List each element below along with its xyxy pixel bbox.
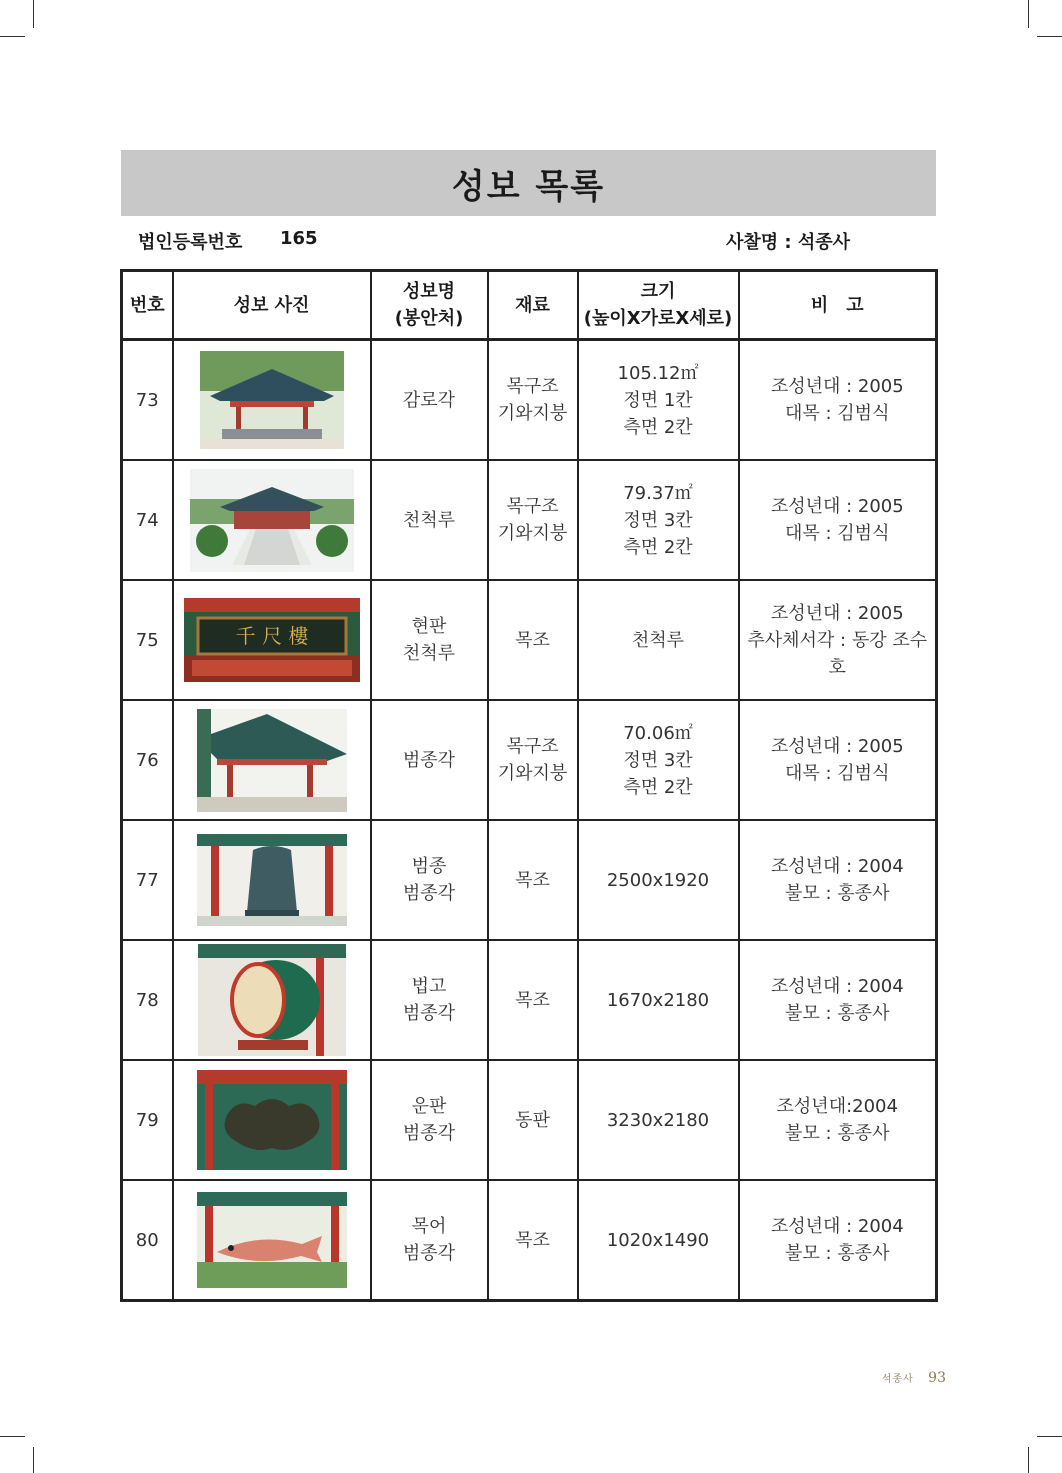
cell-number: 79	[122, 1060, 173, 1180]
cell-line: 목조	[515, 629, 550, 651]
cell-number: 73	[122, 340, 173, 461]
cell-line: 조성년대 : 2005	[770, 376, 904, 397]
cell-size	[578, 340, 739, 461]
cell-line: 목조	[515, 1229, 550, 1251]
cell-line: 정면 3칸	[623, 509, 693, 531]
cell-note	[739, 1180, 937, 1301]
temple-bell-photo	[197, 834, 347, 926]
cell-line: 대목 : 김범식	[785, 403, 890, 424]
cell-line: 천척루	[631, 629, 685, 651]
cell-material	[488, 820, 578, 940]
cell-line: 70.06㎡	[623, 722, 693, 744]
cell-note	[739, 340, 937, 461]
cell-size	[578, 1060, 739, 1180]
cell-line: 목조	[515, 989, 550, 1011]
header-size-sub: (높이X가로X세로)	[583, 308, 733, 329]
header-size-line: 크기	[640, 281, 676, 302]
cell-line: 범종	[411, 856, 447, 877]
cell-line: 추사체서각 : 동강 조수호	[747, 629, 928, 678]
crop-mark	[1028, 0, 1029, 28]
cell-line: 기와지붕	[497, 403, 568, 424]
footer-temple-name: 석종사	[881, 1374, 914, 1385]
photo-frame	[174, 1181, 370, 1299]
cell-note	[739, 820, 937, 940]
cell-line: 2500x1920	[606, 869, 710, 891]
header-material: 재료	[488, 271, 578, 340]
header-no: 번호	[122, 271, 173, 340]
crop-mark	[1037, 1436, 1062, 1437]
cell-line: 기와지붕	[497, 763, 568, 784]
table-row	[122, 1180, 937, 1301]
cell-photo	[173, 940, 371, 1060]
cell-line: 정면 3칸	[623, 749, 693, 771]
cell-line: 조성년대 : 2005	[770, 736, 904, 757]
cell-line: 불모 : 홍종사	[785, 1003, 890, 1024]
crop-mark	[33, 1447, 34, 1473]
table-row	[122, 940, 937, 1060]
photo-frame	[174, 461, 370, 579]
table-header-row	[122, 271, 937, 340]
cell-line: 측면 2칸	[623, 536, 693, 558]
cell-number: 74	[122, 460, 173, 580]
cell-line: 범종각	[402, 1243, 456, 1264]
photo-frame	[174, 941, 370, 1059]
photo-frame	[174, 821, 370, 939]
cell-line: 불모 : 홍종사	[785, 883, 890, 904]
table-row	[122, 820, 937, 940]
cell-line: 목구조	[506, 376, 559, 397]
cell-size	[578, 460, 739, 580]
cell-relic-name	[371, 580, 488, 700]
svg-text:千 尺 樓: 千 尺 樓	[235, 624, 308, 648]
photo-frame	[174, 341, 370, 459]
page-title: 성보 목록	[451, 166, 606, 207]
cell-line: 목어	[411, 1216, 447, 1237]
table-row	[122, 700, 937, 820]
cell-line: 법고	[411, 976, 447, 997]
crop-mark	[33, 0, 34, 28]
cell-material	[488, 700, 578, 820]
cell-relic-name	[371, 340, 488, 461]
cell-photo	[173, 460, 371, 580]
cell-line: 조성년대:2004	[776, 1096, 898, 1117]
beomjonggak-pavilion-photo	[197, 709, 347, 812]
cell-line: 1020x1490	[606, 1229, 710, 1251]
cell-number: 76	[122, 700, 173, 820]
header-size	[578, 271, 739, 340]
photo-frame	[174, 581, 370, 699]
cell-photo	[173, 340, 371, 461]
cell-relic-name	[371, 1060, 488, 1180]
cell-line: 동판	[515, 1109, 550, 1131]
cell-line: 범종각	[402, 883, 456, 904]
cell-number: 80	[122, 1180, 173, 1301]
header-photo: 성보 사진	[173, 271, 371, 340]
header-name-sub: (봉안처)	[394, 308, 464, 329]
cell-line: 목구조	[506, 736, 559, 757]
gamnogak-pavilion-photo	[200, 351, 344, 449]
cell-material	[488, 460, 578, 580]
cloud-gong-photo	[197, 1070, 347, 1170]
cell-relic-name	[371, 820, 488, 940]
dharma-drum-photo	[198, 944, 346, 1056]
photo-frame	[174, 701, 370, 819]
cell-size	[578, 1180, 739, 1301]
cell-relic-name	[371, 460, 488, 580]
cell-line: 감로각	[402, 389, 456, 411]
cell-line: 기와지붕	[497, 523, 568, 544]
relic-table	[120, 269, 938, 1302]
cell-line: 불모 : 홍종사	[785, 1123, 890, 1144]
temple-name: 사찰명 : 석종사	[725, 232, 850, 253]
photo-frame	[174, 1061, 370, 1179]
cell-size	[578, 940, 739, 1060]
table-row	[122, 1060, 937, 1180]
cell-line: 범종각	[402, 1123, 456, 1144]
page-number: 93	[928, 1370, 946, 1386]
cell-note	[739, 580, 937, 700]
cell-line: 정면 1칸	[623, 389, 693, 411]
cell-line: 범종각	[402, 1003, 456, 1024]
cell-line: 대목 : 김범식	[785, 763, 890, 784]
title-bar	[121, 150, 936, 216]
cell-note	[739, 460, 937, 580]
cell-material	[488, 1060, 578, 1180]
cell-size	[578, 580, 739, 700]
cell-line: 측면 2칸	[623, 776, 693, 798]
wooden-fish-photo	[197, 1192, 347, 1288]
cell-material	[488, 1180, 578, 1301]
hyeonpan-signboard-photo	[184, 598, 360, 682]
registration-number: 165	[280, 228, 318, 249]
cell-material	[488, 580, 578, 700]
cell-line: 105.12㎡	[617, 362, 699, 384]
cell-line: 조성년대 : 2005	[770, 602, 904, 624]
page-footer	[882, 1370, 946, 1386]
cell-line: 3230x2180	[606, 1109, 710, 1131]
table-row	[122, 340, 937, 461]
crop-mark	[1037, 36, 1062, 37]
cell-photo	[173, 700, 371, 820]
cell-line: 조성년대 : 2004	[770, 856, 904, 877]
cell-line: 운판	[411, 1096, 447, 1117]
cell-line: 조성년대 : 2005	[770, 496, 904, 517]
cheonchukru-hall-photo	[190, 469, 354, 572]
header-name	[371, 271, 488, 340]
header-name-line: 성보명	[402, 281, 456, 302]
registration-label: 법인등록번호	[138, 232, 243, 253]
cell-number: 75	[122, 580, 173, 700]
table-row	[122, 580, 937, 700]
cell-material	[488, 340, 578, 461]
header-note: 비 고	[739, 271, 937, 340]
cell-line: 79.37㎡	[623, 482, 693, 504]
cell-line: 현판	[411, 616, 447, 637]
cell-line: 불모 : 홍종사	[785, 1243, 890, 1264]
cell-number: 78	[122, 940, 173, 1060]
cell-line: 측면 2칸	[623, 416, 693, 438]
cell-line: 목구조	[506, 496, 559, 517]
cell-relic-name	[371, 1180, 488, 1301]
cell-line: 1670x2180	[606, 989, 710, 1011]
crop-mark	[0, 1436, 25, 1437]
cell-note	[739, 700, 937, 820]
cell-line: 대목 : 김범식	[785, 523, 890, 544]
cell-line: 범종각	[402, 749, 456, 771]
crop-mark	[1028, 1447, 1029, 1473]
cell-photo	[173, 820, 371, 940]
cell-photo	[173, 1180, 371, 1301]
crop-mark	[0, 36, 25, 37]
cell-relic-name	[371, 700, 488, 820]
cell-size	[578, 820, 739, 940]
cell-note	[739, 940, 937, 1060]
cell-line: 천척루	[402, 643, 456, 664]
cell-photo	[173, 1060, 371, 1180]
cell-size	[578, 700, 739, 820]
cell-note	[739, 1060, 937, 1180]
cell-photo	[173, 580, 371, 700]
table-row	[122, 460, 937, 580]
cell-number: 77	[122, 820, 173, 940]
cell-line: 천척루	[402, 509, 456, 531]
cell-line: 조성년대 : 2004	[770, 1216, 904, 1237]
cell-material	[488, 940, 578, 1060]
cell-line: 목조	[515, 869, 550, 891]
cell-line: 조성년대 : 2004	[770, 976, 904, 997]
cell-relic-name	[371, 940, 488, 1060]
